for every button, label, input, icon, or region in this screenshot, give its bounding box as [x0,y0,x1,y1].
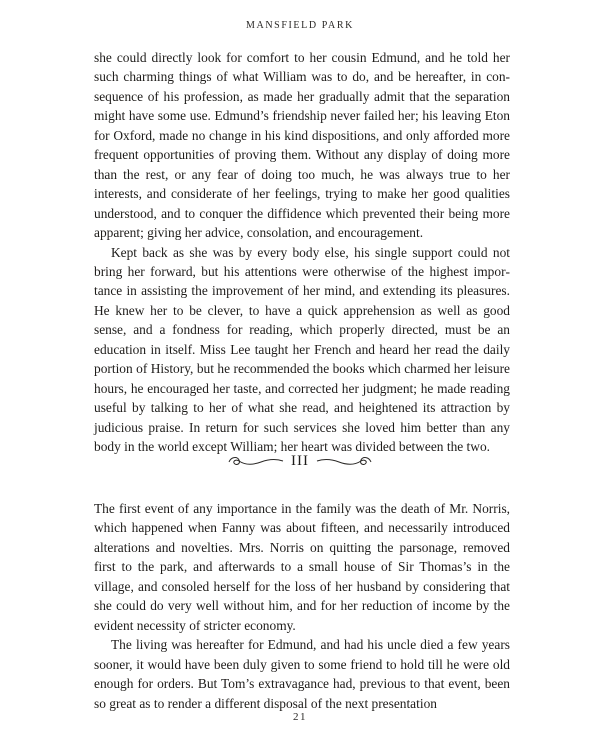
flourish-left-icon [227,451,285,471]
paragraph: she could directly look for comfort to her cousin Edmund, and he told her such charming things of what William was to do, and be hereafter, in consequence of his profession, as made her gradually admit that the separation might have some use. Edmund’s friendship never failed her; his leaving Eton for Oxford, made no change in his kind dispositions, and only afforded more frequent opportunities of proving them. Without any display of doing more than the rest, or any fear of doing too much, he was always true to her interests, and considerate of her feelings, trying to make her good qualities understood, and to conquer the diffidence which prevented their being more apparent; giving her advice, consolation, and encouragement. [94,50,510,241]
text-block-after-break [94,499,510,713]
text-block-before-break [94,48,510,457]
section-break [0,446,600,476]
paragraph: The living was hereafter for Edmund, and had his uncle died a few years sooner, it would have been duly given to some friend to hold till he were old enough for orders. But Tom’s extravagance had, previous to that event, been so great as to render a different disposal of the next presentation [94,637,510,711]
flourish-right-icon [315,451,373,471]
section-number: III [291,452,309,469]
page-number: 21 [293,711,307,723]
paragraph: The first event of any importance in the family was the death of Mr. Norris, which happened when Fanny was about fifteen, and necessarily introduced alterations and novelties. Mrs. Norris on quitting the parsonage, removed first to the park, and afterwards to a small house of Sir Thomas’s in the village, and consoled herself for the loss of her husband by considering that she could do very well without him, and for her reduction of income by the evident necessity of stricter economy. [94,501,510,633]
paragraph: Kept back as she was by every body else, his single support could not bring her forward, but his attentions were otherwise of the highest importance in assisting the improvement of her mind, and extending its pleasures. He knew her to be clever, to have a quick apprehension as well as good sense, and a fondness for reading, which properly directed, must be an education in itself. Miss Lee taught her French and heard her read the daily portion of History, but he recommended the books which charmed her leisure hours, he encouraged her taste, and corrected her judgment; he made reading useful by talking to her of what she read, and heightened its attraction by judicious praise. In return for such services she loved him better than any body in the world except William; her heart was divided between the two. [94,244,510,455]
running-head: MANSFIELD PARK [246,20,354,31]
